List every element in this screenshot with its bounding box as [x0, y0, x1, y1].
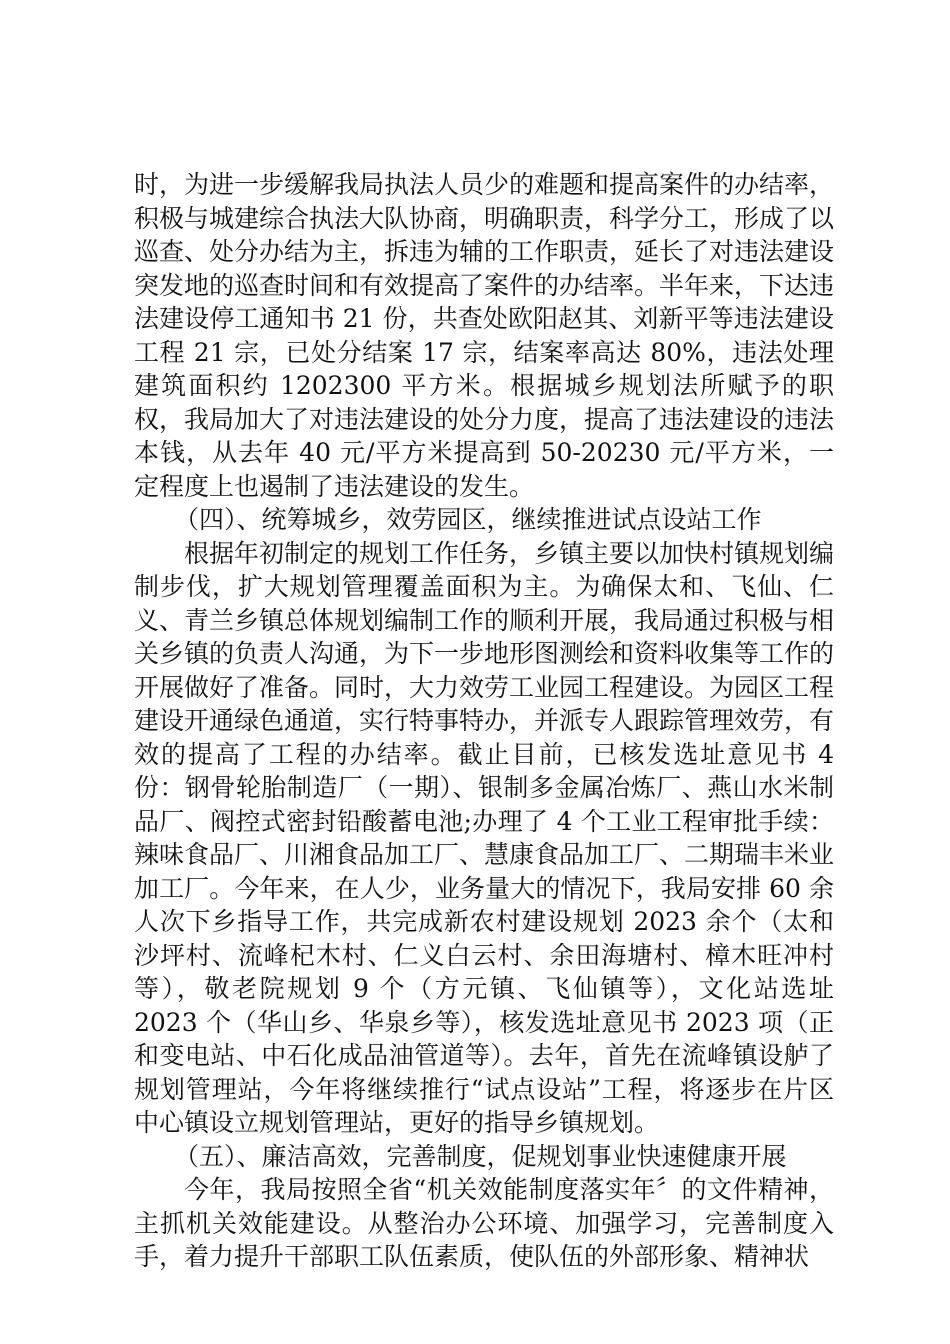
- section-heading-5: （五）、廉洁高效，完善制度，促规划事业快速健康开展: [174, 1141, 787, 1171]
- document-page: [134, 168, 834, 1274]
- body-paragraph-3: 今年，我局按照全省“机关效能制度落实年〞的文件精神，主抓机关效能建设。从整治办公环境、加强学习，完善制度入手，着力提升干部职工队伍素质，使队伍的外部形象、精神状: [134, 1175, 834, 1271]
- body-paragraph-2: 根据年初制定的规划工作任务，乡镇主要以加快村镇规划编制步伐，扩大规划管理覆盖面积为主。为确保太和、飞仙、仁义、青兰乡镇总体规划编制工作的顺利开展，我局通过积极与相关乡镇的负责人沟通，为下一步地形图测绘和资料收集等工作的开展做好了准备。同时，大力效劳工业园工程建设。为园区工程建设开通绿色通道，实行特事特办，并派专人跟踪管理效劳，有效的提高了工程的办结率。截止目前，已核发选址意见书 4 份：钢骨轮胎制造厂（一期）、银制多金属冶炼厂、燕山水米制品厂、阀控式密封铅酸蓄电池;办理了 4 个工业工程审批手续：辣味食品厂、川湘食品加工厂、慧康食品加工厂、二期瑞丰米业加工厂。今年来，在人少，业务量大的情况下，我局安排 60 余人次下乡指导工作，共完成新农村建设规划 2023 余个（太和沙坪村、流峰杞木村、仁义白云村、余田海塘村、樟木旺冲村等），敬老院规划 9 个（方元镇、飞仙镇等），文化站选址 2023 个（华山乡、华泉乡等），核发选址意见书 2023 项（正和变电站、中石化成品油管道等）。去年，首先在流峰镇设舻了规划管理站，今年将继续推行“试点设站”工程，将逐步在片区中心镇设立规划管理站，更好的指导乡镇规划。: [134, 538, 835, 1137]
- body-paragraph-1: 时，为进一步缓解我局执法人员少的难题和提高案件的办结率，积极与城建综合执法大队协商，明确职责，科学分工，形成了以巡查、处分办结为主，拆违为辅的工作职责，延长了对违法建设突发地的巡查时间和有效提高了案件的办结率。半年来，下达违法建设停工通知书 21 份，共查处欧阳赵其、刘新平等违法建设工程 21 宗，已处分结案 17 宗，结案率高达 80%，违法处理建筑面积约 1202300 平方米。根据城乡规划法所赋予的职权，我局加大了对违法建设的处分力度，提高了违法建设的违法本钱，从去年 40 元/平方米提高到 50-20230 元/平方米，一定程度上也遏制了违法建设的发生。: [134, 170, 835, 501]
- section-heading-4: （四）、统筹城乡，效劳园区，继续推进试点设站工作: [174, 505, 762, 534]
